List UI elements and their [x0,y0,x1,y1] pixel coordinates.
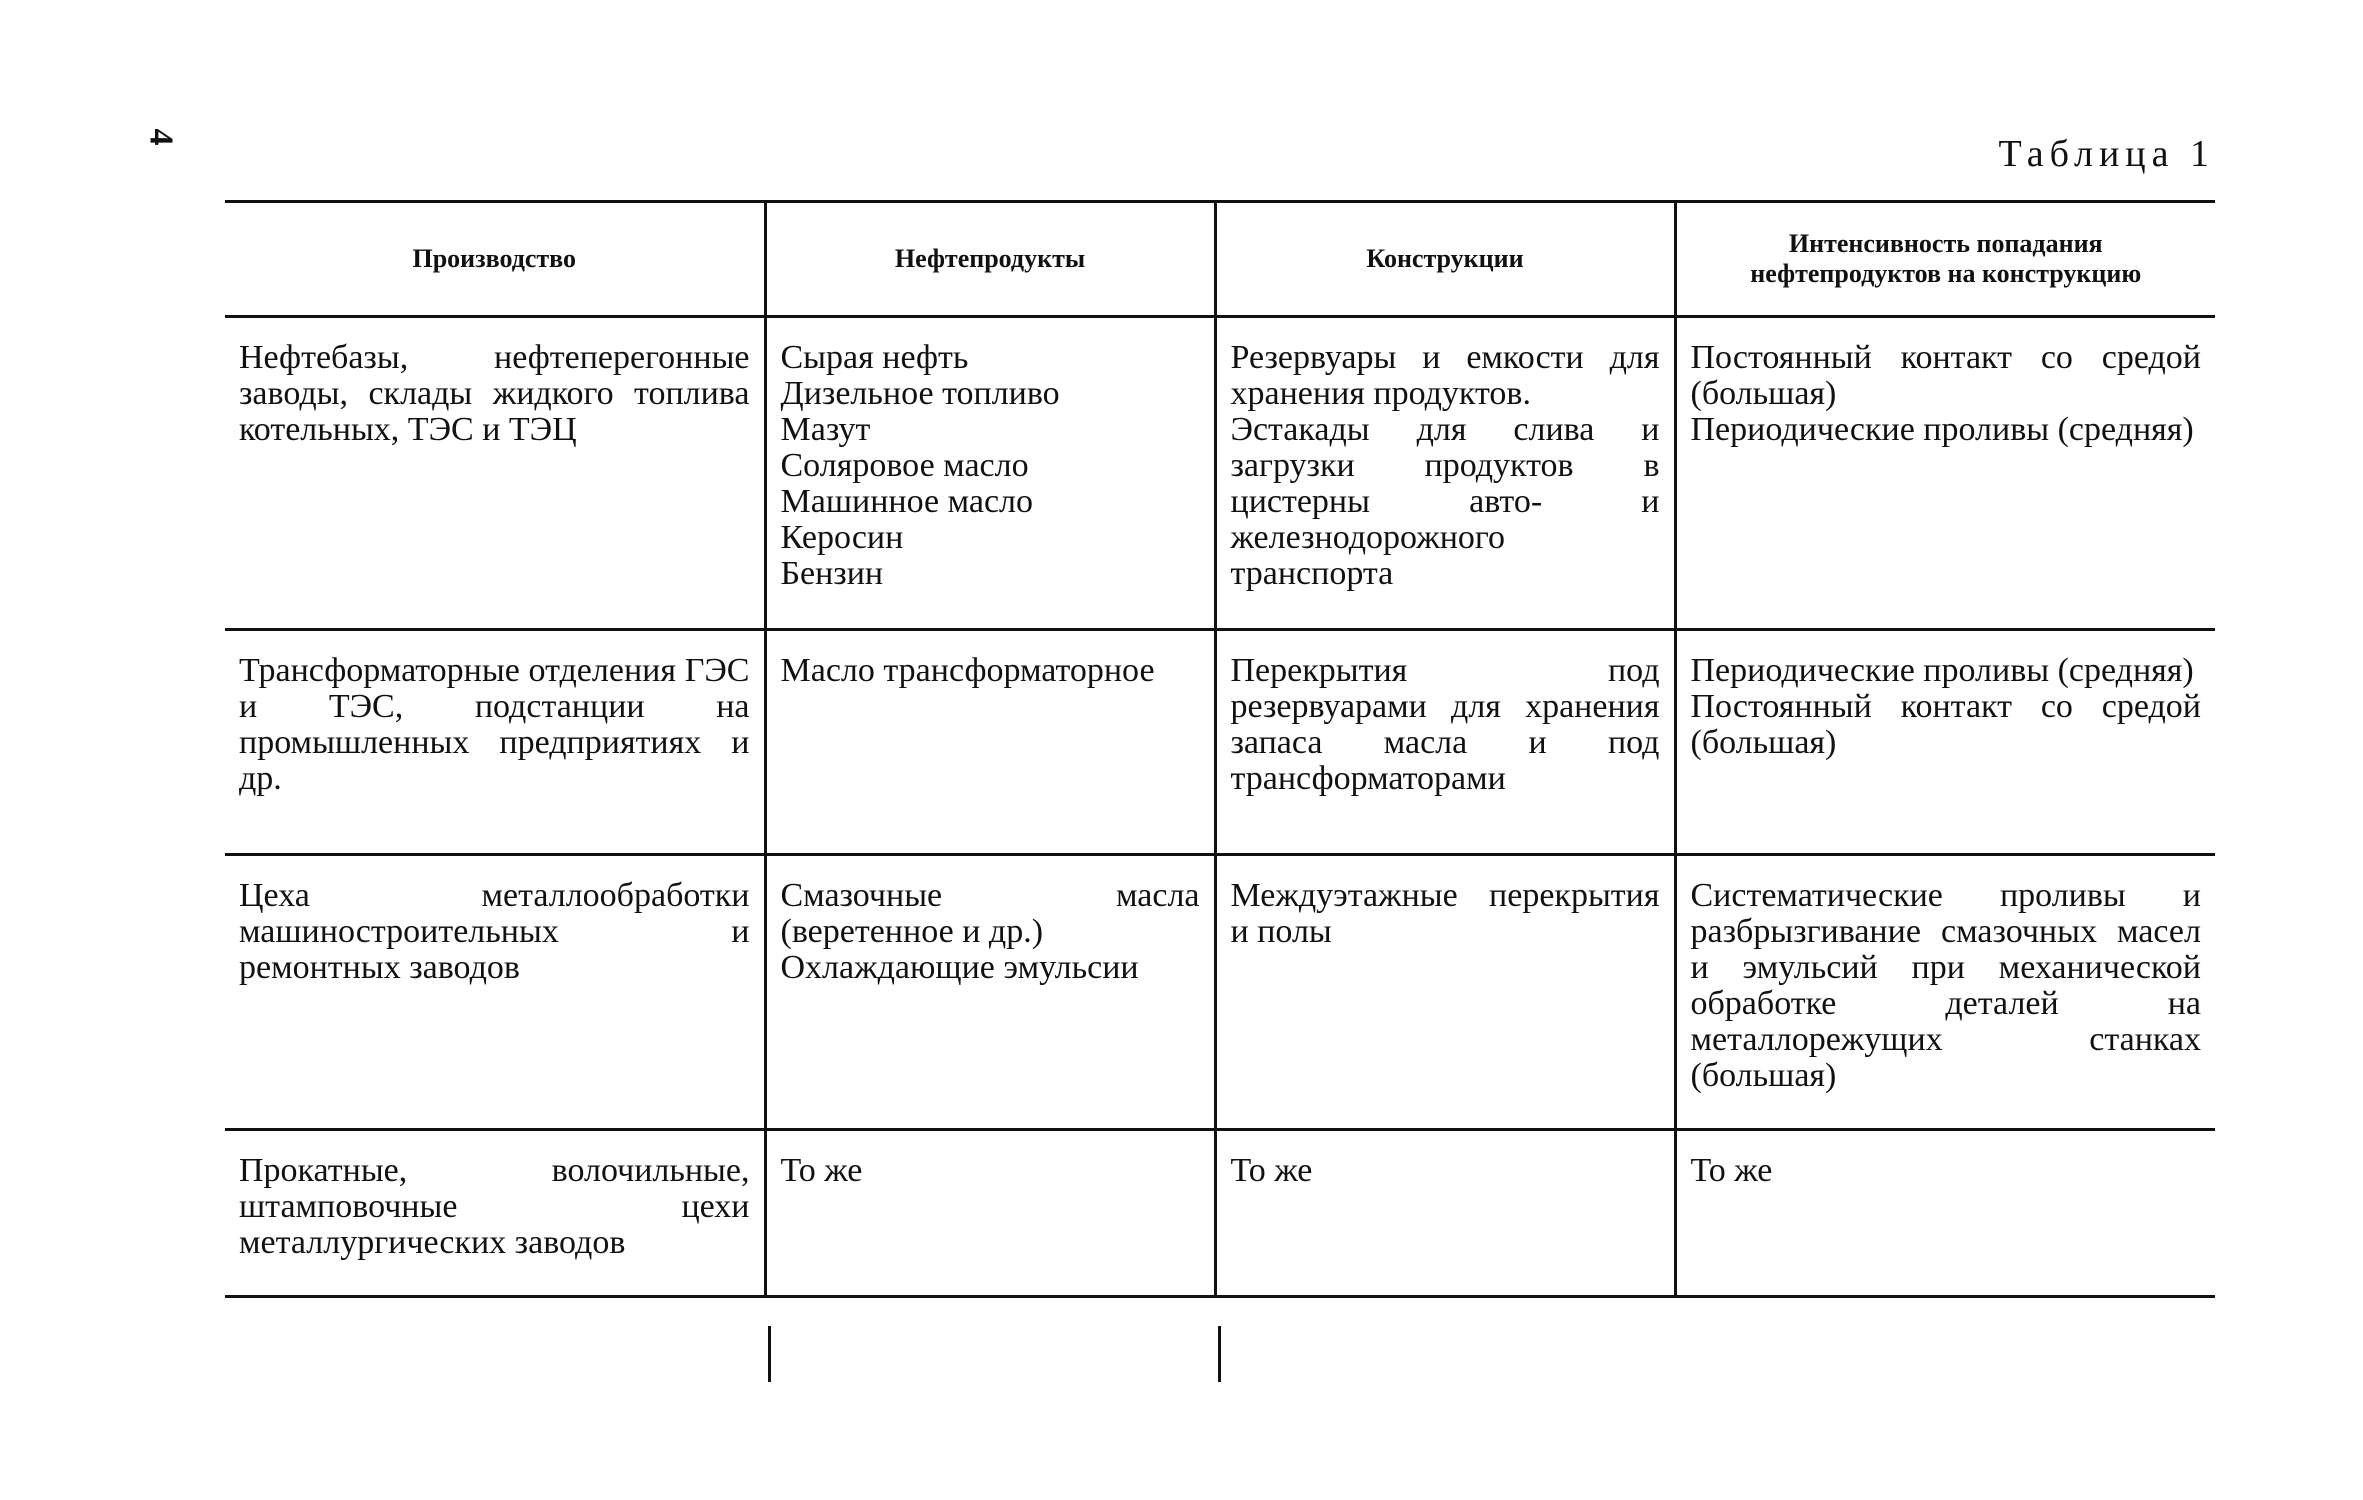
cell-intensity [1675,855,2215,1130]
product-item: Охлаждающие эмульсии [780,949,1139,986]
product-item: Дизельное топливо [780,375,1060,412]
intensity-item: Постоянный контакт со средой (большая) [1690,339,2201,412]
construction-item: То же [1230,1152,1313,1189]
header-products: Нефтепродукты [765,202,1215,317]
data-table-container [225,200,2215,1298]
construction-item: Перекрытия под резервуарами для хранения запаса масла и под трансформаторами [1230,652,1660,797]
cell-production: Нефтебазы, нефтеперегонные заводы, склады жидкого топлива котельных, ТЭС и ТЭЦ [225,317,765,630]
table-row [225,630,2215,855]
cell-constructions [1215,630,1675,855]
intensity-item: То же [1690,1152,1773,1189]
cell-products [765,630,1215,855]
product-item: То же [780,1152,863,1189]
construction-item: Междуэтажные перекрытия и полы [1230,877,1660,950]
product-item: Сырая нефть [780,339,969,376]
construction-item: Резервуары и емкости для хранения продуктов. [1230,339,1660,412]
cell-production: Прокатные, волочильные, штамповочные цехи металлургических заводов [225,1130,765,1297]
cell-constructions [1215,317,1675,630]
header-constructions: Конструкции [1215,202,1675,317]
cell-constructions [1215,855,1675,1130]
cell-production: Трансформаторные отделения ГЭС и ТЭС, подстанции на промышленных предприятиях и др. [225,630,765,855]
cell-constructions [1215,1130,1675,1297]
intensity-item: Периодические проливы (средняя) [1690,411,2194,448]
intensity-item: Систематические проливы и разбрызгивание смазочных масел и эмульсий при механической обработке деталей на металлорежущих станках (большая) [1690,877,2201,1094]
table-row [225,855,2215,1130]
table-row [225,317,2215,630]
cell-intensity [1675,630,2215,855]
oil-products-table [225,200,2215,1298]
product-item: Бензин [780,555,884,592]
product-item: Масло трансформаторное [780,652,1155,689]
intensity-item: Постоянный контакт со средой (большая) [1690,688,2201,761]
product-item: Мазут [780,411,871,448]
product-item: Машинное масло [780,483,1034,520]
column-divider-continuation [768,1326,771,1382]
page-number: 4 [142,128,180,146]
table-title: Таблица 1 [1998,133,2215,175]
table-row [225,1130,2215,1297]
cell-products [765,1130,1215,1297]
cell-production: Цеха металлообработки машиностроительных и ремонтных заводов [225,855,765,1130]
cell-intensity [1675,317,2215,630]
cell-intensity [1675,1130,2215,1297]
cell-products [765,855,1215,1130]
cell-products [765,317,1215,630]
header-production: Производство [225,202,765,317]
product-item: Соляровое масло [780,447,1029,484]
product-item: Керосин [780,519,904,556]
header-intensity: Интенсивность попадания нефтепродуктов на конструкцию [1675,202,2215,317]
product-item: Смазочные масла (веретенное и др.) [780,877,1200,950]
intensity-item: Периодические проливы (средняя) [1690,652,2194,689]
table-header-row [225,202,2215,317]
column-divider-continuation [1218,1326,1221,1382]
construction-item: Эстакады для слива и загрузки продуктов в цистерны авто- и железнодорожного транспорта [1230,411,1660,592]
